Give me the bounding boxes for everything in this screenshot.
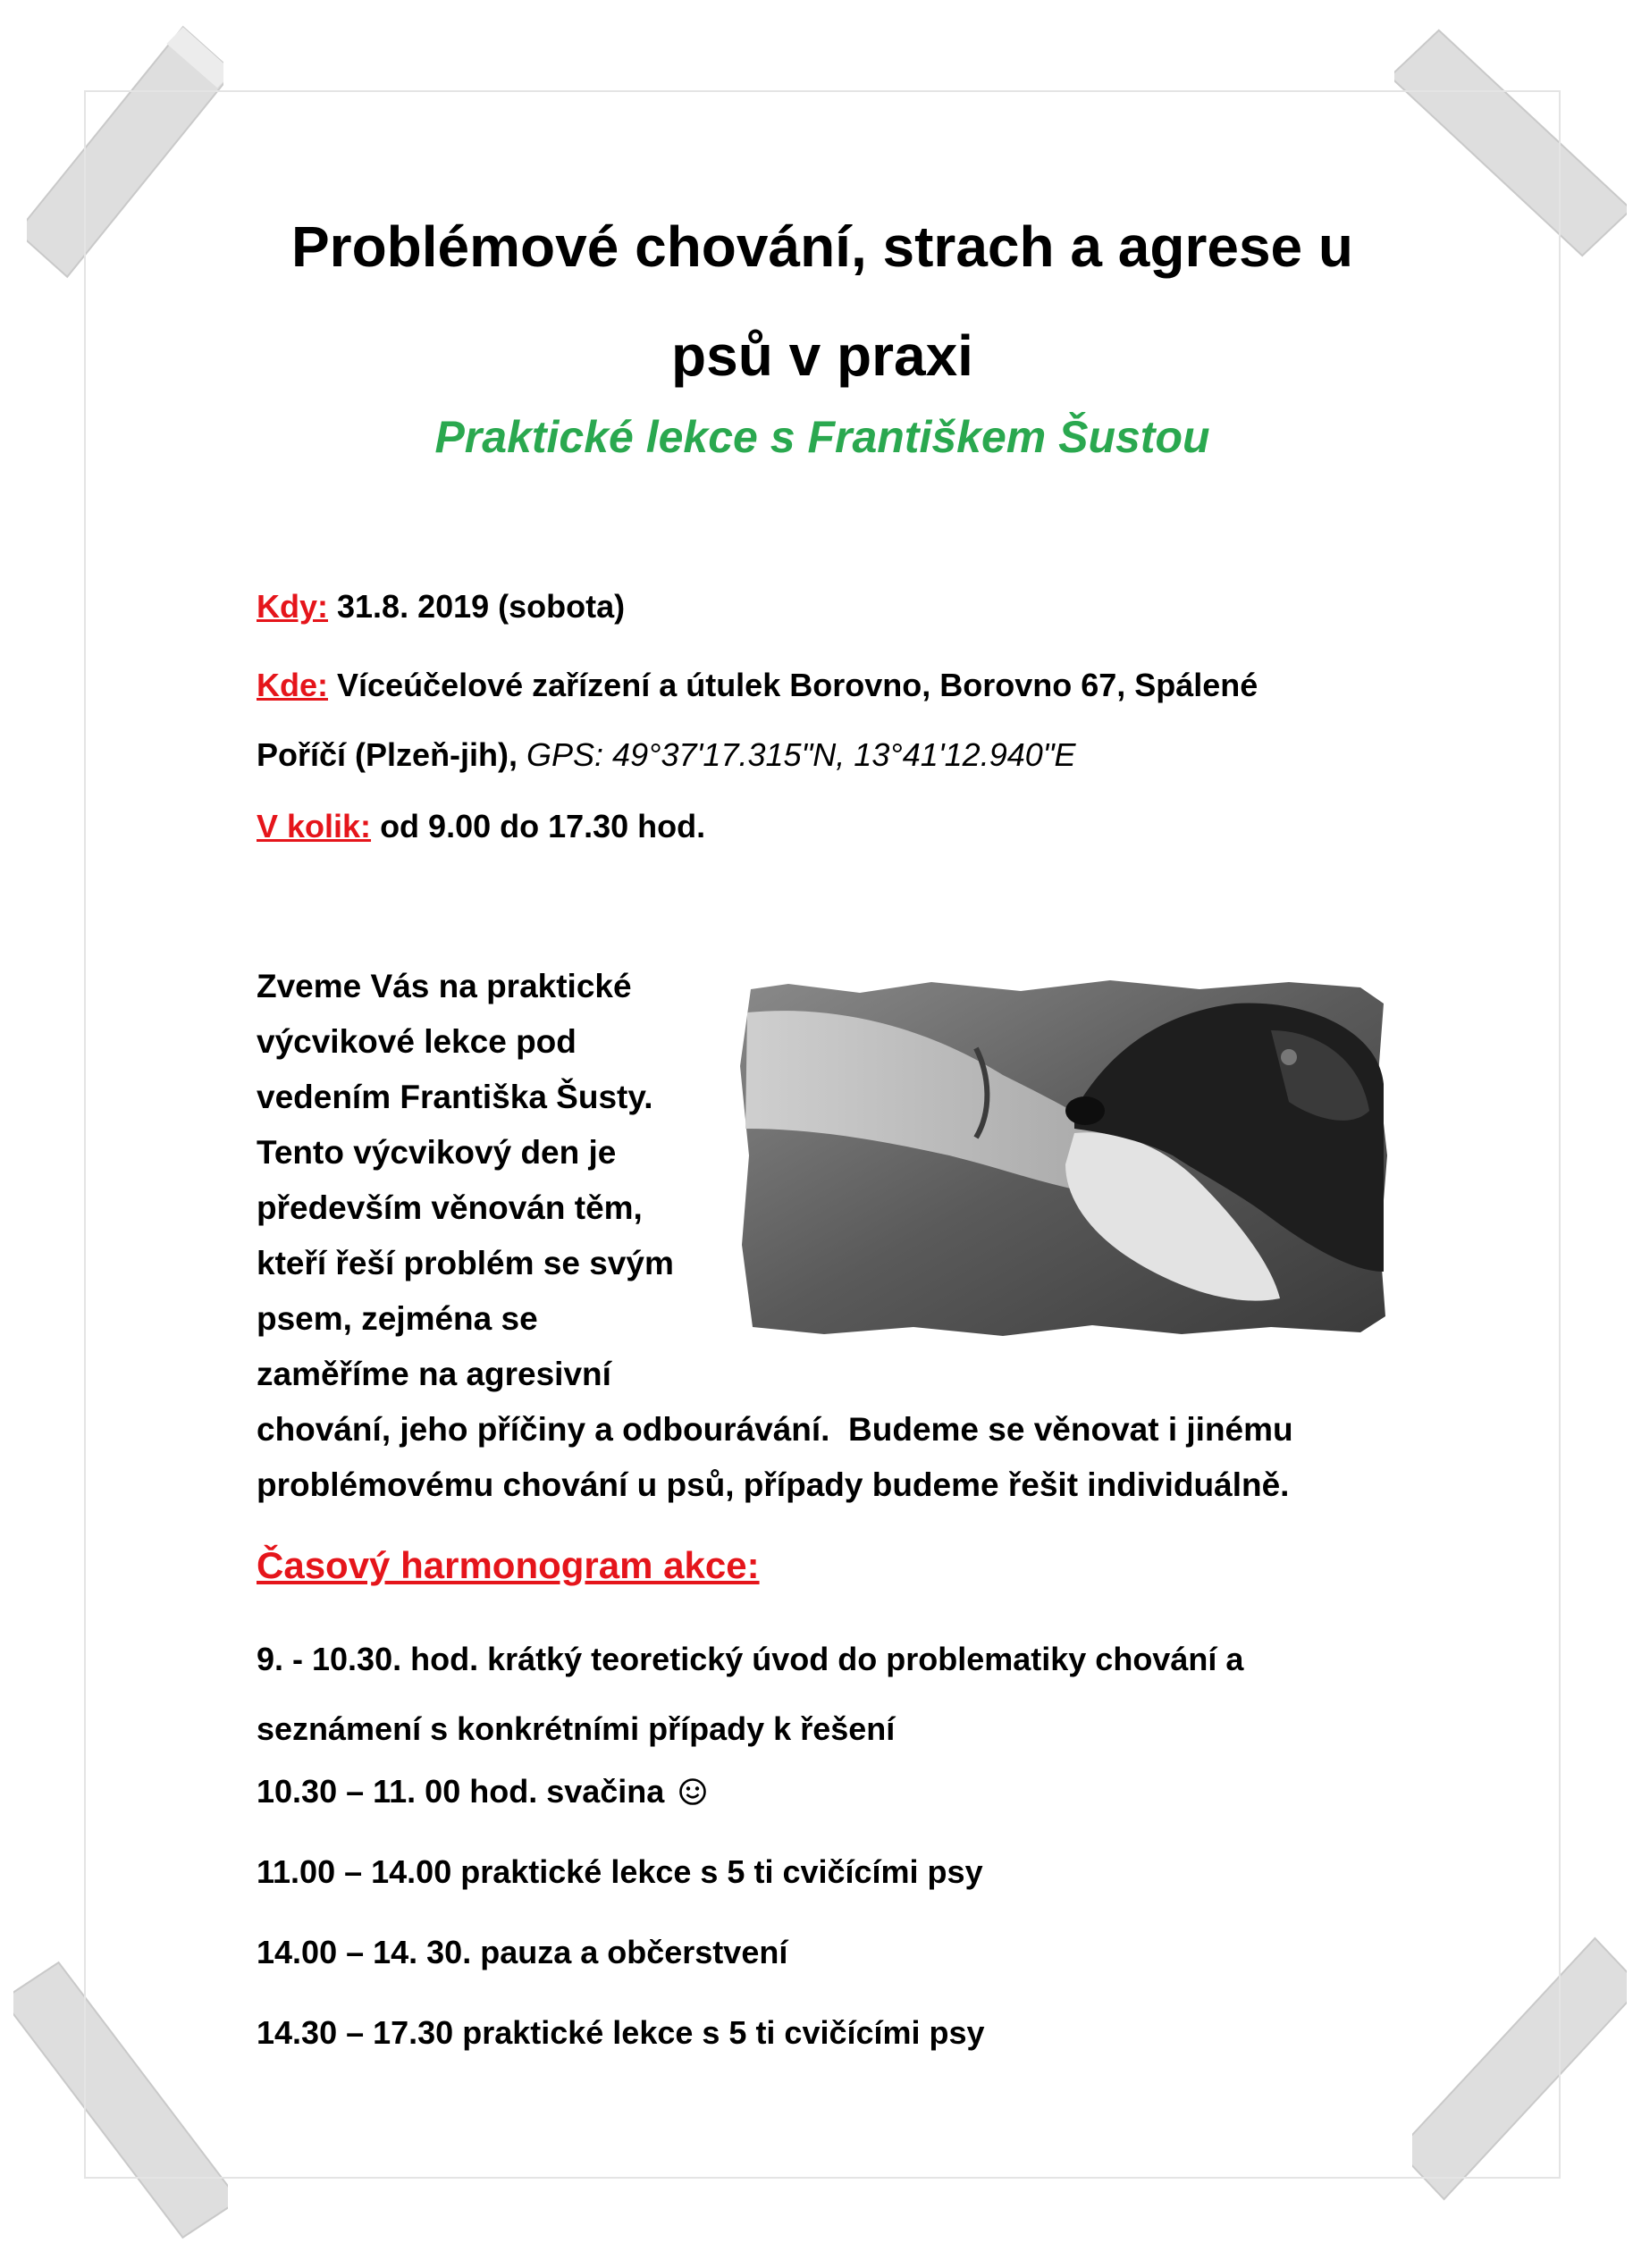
where-label: Kde: <box>257 667 328 703</box>
info-where <box>257 651 1392 790</box>
intro-line: Zveme Vás na praktické <box>257 968 632 1004</box>
intro-line: chování, jeho příčiny a odbourávání. Budeme se věnovat i jinému <box>257 1411 1293 1448</box>
info-time <box>257 792 1392 861</box>
time-value: od 9.00 do 17.30 hod. <box>380 808 706 844</box>
intro-line: kteří řeší problém se svým <box>257 1245 674 1281</box>
when-value: 31.8. 2019 (sobota) <box>337 588 626 625</box>
schedule-item <box>257 1837 1392 1907</box>
gps-coordinates: GPS: 49°37'17.315"N, 13°41'12.940"E <box>526 736 1076 773</box>
dog-and-hand-photo <box>735 977 1392 1340</box>
intro-paragraph <box>257 959 1392 1513</box>
intro-line: vedením Františka Šusty. <box>257 1079 653 1115</box>
page-title <box>197 192 1448 410</box>
time-label: V kolik: <box>257 808 372 844</box>
schedule-item-line: 11.00 – 14.00 praktické lekce s 5 ti cvičícími psy <box>257 1853 983 1890</box>
intro-line: psem, zejména se <box>257 1300 538 1337</box>
intro-line: především věnován těm, <box>257 1189 643 1226</box>
schedule-item <box>257 1918 1392 1987</box>
intro-line: Tento výcvikový den je <box>257 1134 617 1171</box>
intro-line: výcvikové lekce pod <box>257 1023 577 1060</box>
schedule-item-line: 9. - 10.30. hod. krátký teoretický úvod do problematiky chování a <box>257 1641 1244 1677</box>
intro-line: problémovému chování u psů, případy budeme řešit individuálně. <box>257 1466 1290 1503</box>
title-line-2: psů v praxi <box>671 323 973 388</box>
page-subtitle: Praktické lekce s Františkem Šustou <box>434 412 1210 462</box>
schedule-heading: Časový harmonogram akce: <box>257 1544 760 1586</box>
where-line-2: Poříčí (Plzeň-jih), <box>257 736 527 773</box>
schedule-item-line: seznámení s konkrétními případy k řešení <box>257 1710 896 1747</box>
info-when <box>257 572 1392 642</box>
schedule-item-line: 14.30 – 17.30 praktické lekce s 5 ti cvičícími psy <box>257 2014 985 2051</box>
schedule-item-line: 10.30 – 11. 00 hod. svačina <box>257 1773 665 1810</box>
schedule-item-line: 14.00 – 14. 30. pauza a občerstvení <box>257 1934 788 1970</box>
when-label: Kdy: <box>257 588 328 625</box>
schedule-item <box>257 1757 1392 1827</box>
smiley-icon <box>678 1777 707 1806</box>
intro-line: zaměříme na agresivní <box>257 1356 611 1392</box>
title-line-1: Problémové chování, strach a agrese u <box>290 214 1354 279</box>
schedule-item <box>257 1625 1392 1764</box>
schedule-item <box>257 1998 1392 2068</box>
where-line-1: Víceúčelové zařízení a útulek Borovno, Borovno 67, Spálené <box>337 667 1258 703</box>
